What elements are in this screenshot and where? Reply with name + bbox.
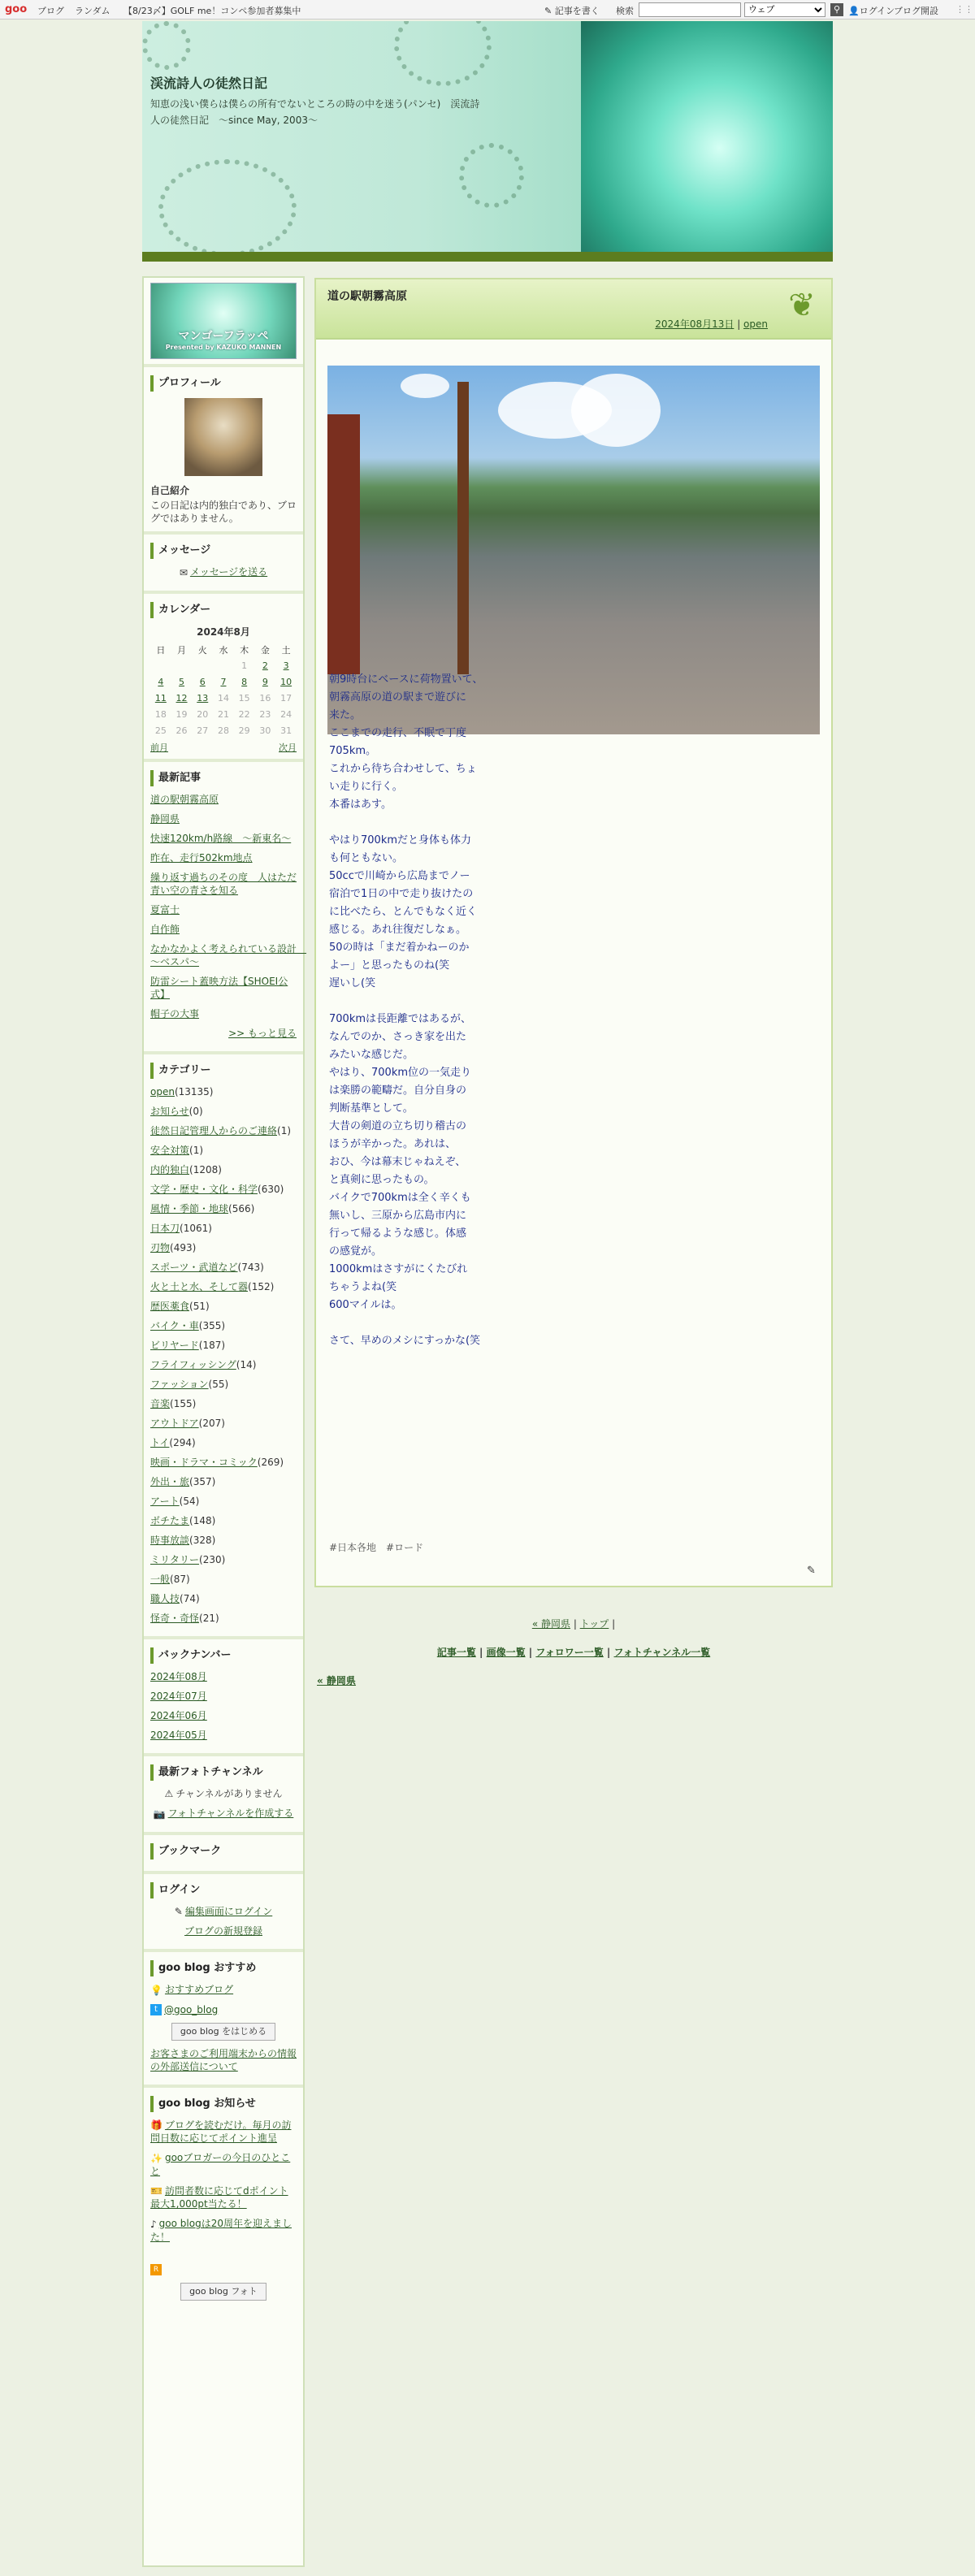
login-section bbox=[144, 1874, 303, 1953]
music-note-icon: ♪ bbox=[150, 2218, 157, 2230]
post-header bbox=[316, 279, 831, 340]
category-count: (269) bbox=[257, 1456, 284, 1468]
category-count: (743) bbox=[237, 1261, 264, 1273]
calendar-prev-month[interactable]: 前月 bbox=[150, 742, 168, 753]
category-item bbox=[150, 1241, 297, 1254]
flower-ornament-icon bbox=[459, 143, 524, 208]
calendar-day-link[interactable]: 12 bbox=[176, 693, 188, 704]
category-count: (230) bbox=[199, 1553, 226, 1565]
calendar-day: 31 bbox=[280, 725, 292, 736]
calendar-day-link[interactable]: 2 bbox=[262, 660, 268, 671]
category-item bbox=[150, 1222, 297, 1235]
post-body-line: おひ、今は幕末じゃねえぞ、 bbox=[329, 1156, 466, 1168]
prev-post-link[interactable]: « 静岡県 bbox=[531, 1618, 570, 1630]
post-title[interactable]: 道の駅朝霧高原 bbox=[327, 290, 407, 303]
post-body-line: 朝霧高原の道の駅まで遊びに bbox=[329, 691, 467, 704]
edit-login-link[interactable]: 編集画面にログイン bbox=[184, 1905, 273, 1917]
photo-channel-section bbox=[144, 1756, 303, 1835]
weekday-wed: 水 bbox=[219, 644, 228, 656]
message-heading: メッセージ bbox=[150, 543, 297, 559]
category-link[interactable]: トイ bbox=[150, 1436, 170, 1448]
categories-heading: カテゴリー bbox=[150, 1063, 297, 1079]
calendar-next-month[interactable]: 次月 bbox=[279, 742, 297, 753]
post-body-line: 705km。 bbox=[329, 745, 377, 757]
post-body-line: さて、早めのメシにすっかな(笑 bbox=[329, 1335, 481, 1347]
category-item bbox=[150, 1612, 297, 1625]
category-item bbox=[150, 1456, 297, 1469]
post-body-line: みたいな感じだ。 bbox=[329, 1049, 414, 1061]
post-body-line: い走りに行く。 bbox=[329, 781, 403, 793]
category-count: (0) bbox=[188, 1105, 203, 1117]
category-count: (152) bbox=[248, 1280, 275, 1292]
post-pager: « 静岡県 | トップ | bbox=[531, 1618, 616, 1630]
sparkle-icon: ✨ bbox=[150, 2152, 162, 2164]
self-intro-text: この日記は内的独白であり、ブログではありません。 bbox=[150, 500, 297, 524]
category-count: (54) bbox=[179, 1495, 200, 1507]
twitter-icon: t bbox=[150, 2004, 162, 2015]
news-link[interactable]: goo blogは20周年を迎えました！ bbox=[150, 2218, 292, 2243]
photo-channel-heading: 最新フォトチャンネル bbox=[150, 1764, 297, 1781]
calendar-day[interactable] bbox=[275, 658, 297, 674]
calendar-day-link[interactable]: 10 bbox=[280, 677, 292, 687]
ticket-icon: 🎫 bbox=[150, 2185, 162, 2197]
message-section bbox=[144, 535, 303, 594]
calendar-day[interactable] bbox=[255, 658, 276, 674]
calendar-day-link[interactable]: 8 bbox=[241, 677, 248, 687]
category-link[interactable]: 刃物 bbox=[150, 1241, 171, 1253]
post-body-line: 大昔の剣道の立ち切り稽古の bbox=[329, 1120, 467, 1132]
category-count: (1061) bbox=[180, 1222, 212, 1234]
recommend-heading: goo blog おすすめ bbox=[150, 1960, 297, 1976]
sign-pole bbox=[457, 382, 469, 674]
category-count: (493) bbox=[170, 1241, 197, 1253]
category-link[interactable]: ボチたま bbox=[150, 1514, 190, 1526]
flower-ornament-icon bbox=[158, 159, 297, 252]
post-body-line: 行って帰るような感じ。体感 bbox=[329, 1227, 467, 1240]
post-body-line: は楽勝の範疇だ。自分自身の bbox=[329, 1085, 467, 1097]
write-post-label: 記事を書く bbox=[554, 6, 600, 16]
image-list-link[interactable]: 画像一覧 bbox=[486, 1647, 526, 1658]
post-body-line: と真剣に思ったもの。 bbox=[329, 1174, 435, 1186]
category-item bbox=[150, 1144, 297, 1157]
user-icon: 👤 bbox=[848, 6, 860, 16]
recent-post-link[interactable]: 昨在、走行502km地点 bbox=[150, 851, 253, 864]
category-count: (87) bbox=[170, 1573, 190, 1585]
calendar-day: 17 bbox=[280, 693, 292, 704]
recent-post-link[interactable]: 道の駅朝霧高原 bbox=[150, 793, 219, 805]
bookmark-heading: ブックマーク bbox=[150, 1843, 297, 1859]
mail-icon: ✉ bbox=[179, 566, 188, 578]
category-link[interactable]: 日本刀 bbox=[150, 1222, 180, 1234]
sidebar-banner bbox=[144, 278, 303, 367]
category-item bbox=[150, 1261, 297, 1274]
login-label: ログイン bbox=[859, 6, 895, 16]
post-body-line: 700kmは長距離ではあるが、 bbox=[329, 1013, 472, 1025]
category-count: (328) bbox=[189, 1534, 216, 1546]
recent-post-link[interactable]: なかなかよく考えられている設計 ～ベスパ～ bbox=[150, 942, 307, 968]
category-item bbox=[150, 1475, 297, 1488]
post-body bbox=[329, 671, 500, 1350]
category-link[interactable]: ビリヤード bbox=[150, 1339, 199, 1351]
category-item bbox=[150, 1534, 297, 1547]
top-bar bbox=[0, 0, 975, 19]
category-count: (355) bbox=[198, 1319, 226, 1331]
blog-header bbox=[142, 21, 833, 252]
list-links: 記事一覧 | 画像一覧 | フォロワー一覧 | フォトチャンネル一覧 bbox=[436, 1647, 711, 1658]
category-link[interactable]: ファッション bbox=[150, 1378, 209, 1390]
post-body-line: 感じる。あれ往復だしなぁ。 bbox=[329, 924, 467, 936]
blog-title[interactable]: 渓流詩人の徒然日記 bbox=[150, 76, 268, 91]
category-count: (1208) bbox=[189, 1163, 222, 1175]
category-item bbox=[150, 1124, 297, 1137]
post-meta: 2024年08月13日 | open bbox=[655, 318, 768, 330]
topbar-promo-link[interactable]: 【8/23〆】GOLF me！コンペ参加者募集中 bbox=[124, 6, 301, 16]
category-count: (630) bbox=[258, 1183, 284, 1195]
post-body-line: ちゃうよね(笑 bbox=[329, 1281, 397, 1293]
calendar-table bbox=[150, 642, 297, 739]
calendar-day: 21 bbox=[217, 709, 229, 720]
recent-posts-heading: 最新記事 bbox=[150, 770, 297, 786]
category-link[interactable]: アート bbox=[150, 1495, 180, 1507]
news-heading: goo blog お知らせ bbox=[150, 2096, 297, 2112]
category-item bbox=[150, 1378, 297, 1391]
recent-posts-section bbox=[144, 762, 307, 1054]
category-item bbox=[150, 1339, 297, 1352]
post-body-line: これから待ち合わせして、ちょ bbox=[329, 763, 477, 775]
calendar-day-link[interactable]: 13 bbox=[197, 693, 209, 704]
recommend-section bbox=[144, 1952, 303, 2088]
category-item bbox=[150, 1202, 297, 1215]
category-item bbox=[150, 1397, 297, 1410]
post-body-line: 無いし、三原から広島市内に bbox=[329, 1210, 467, 1222]
post-tags[interactable]: #日本各地 #ロード bbox=[329, 1542, 424, 1553]
categories-section bbox=[144, 1054, 303, 1639]
category-item bbox=[150, 1300, 297, 1313]
category-count: (294) bbox=[169, 1436, 196, 1448]
profile-heading: プロフィール bbox=[150, 375, 297, 392]
category-count: (1) bbox=[189, 1144, 204, 1156]
edit-icon[interactable]: ✎ bbox=[807, 1565, 816, 1577]
category-item bbox=[150, 1514, 297, 1527]
weekday-fri: 金 bbox=[260, 644, 270, 656]
calendar-day-link[interactable]: 7 bbox=[220, 677, 227, 687]
bookmark-section bbox=[144, 1835, 303, 1874]
profile-section bbox=[144, 367, 303, 535]
calendar-heading: カレンダー bbox=[150, 602, 297, 618]
recent-post-link[interactable]: 自作飾 bbox=[150, 923, 180, 935]
cloud-shape bbox=[401, 374, 449, 398]
post-date-link[interactable]: 2024年08月13日 bbox=[655, 318, 734, 330]
flower-ornament-icon bbox=[142, 21, 191, 70]
building-pillar bbox=[327, 414, 360, 674]
calendar-day-link[interactable]: 11 bbox=[154, 693, 167, 704]
news-section bbox=[144, 2088, 303, 2312]
banner-caption: マンゴーフラッペ bbox=[178, 330, 269, 343]
calendar-day: 29 bbox=[238, 725, 250, 736]
calendar-day: 22 bbox=[238, 709, 250, 720]
rss-icon[interactable]: R bbox=[150, 2264, 162, 2275]
search-input[interactable] bbox=[639, 2, 741, 17]
recommended-blogs-link[interactable]: おすすめブログ bbox=[164, 1984, 234, 1995]
weekday-sat: 土 bbox=[281, 644, 291, 656]
avatar[interactable] bbox=[184, 398, 262, 476]
backnumber-section bbox=[144, 1639, 303, 1756]
category-link[interactable]: 風情・季節・地球 bbox=[150, 1202, 229, 1214]
flower-ornament-icon bbox=[394, 21, 492, 86]
post-body-line: に比べたら、とんでもなく近く bbox=[329, 906, 478, 918]
calendar-day: 14 bbox=[217, 693, 229, 704]
warning-icon: ⚠ bbox=[164, 1788, 174, 1799]
post-body-line: ここまでの走行、不眠で丁度 bbox=[329, 727, 467, 739]
calendar-day: 15 bbox=[238, 693, 250, 704]
post-body-line bbox=[329, 993, 500, 1011]
gift-icon: 🎁 bbox=[150, 2119, 162, 2131]
header-dessert-image bbox=[581, 21, 833, 252]
backnumber-heading: バックナンバー bbox=[150, 1647, 297, 1664]
calendar-day: 20 bbox=[197, 709, 209, 720]
category-item bbox=[150, 1085, 297, 1098]
category-link[interactable]: お知らせ bbox=[150, 1105, 189, 1117]
pencil-icon: ✎ bbox=[544, 6, 552, 16]
category-item bbox=[150, 1183, 297, 1196]
calendar-day: 26 bbox=[176, 725, 188, 736]
blog-description: 知恵の浅い僕らは僕らの所有でないところの時の中を迷う(パンセ) 渓流詩人の徒然日記 ～since May, 2003～ bbox=[150, 98, 480, 126]
post-body-line: ほうが辛かった。あれは、 bbox=[329, 1138, 457, 1150]
cloud-shape bbox=[571, 374, 661, 447]
category-link[interactable]: 外出・旅 bbox=[150, 1475, 190, 1487]
goo-logo[interactable]: goo bbox=[5, 3, 28, 15]
calendar-day: 18 bbox=[154, 709, 167, 720]
category-item bbox=[150, 1163, 297, 1176]
backnumber-link[interactable]: 2024年05月 bbox=[150, 1729, 207, 1741]
post-body-line: 50ccで川崎から広島までノー bbox=[329, 870, 470, 882]
calendar-day-link[interactable]: 5 bbox=[179, 677, 185, 687]
calendar-day: 27 bbox=[197, 725, 209, 736]
category-link[interactable]: 一般 bbox=[150, 1573, 171, 1585]
topbar-link-blog[interactable]: ブログ bbox=[37, 6, 64, 16]
more-posts-link[interactable]: >> もっと見る bbox=[228, 1027, 297, 1039]
category-count: (14) bbox=[236, 1358, 257, 1370]
calendar-day: 30 bbox=[259, 725, 271, 736]
topbar-link-random[interactable]: ランダム bbox=[75, 6, 110, 16]
category-item bbox=[150, 1553, 297, 1566]
recent-post-link[interactable]: 防雷シート蓋映方法【SHOEI公式】 bbox=[150, 975, 288, 1000]
search-icon[interactable]: ⚲ bbox=[830, 3, 843, 16]
category-link[interactable]: 職人技 bbox=[150, 1592, 180, 1604]
category-link[interactable]: 音楽 bbox=[150, 1397, 171, 1409]
post-body-line: も何ともない。 bbox=[329, 852, 404, 864]
category-item bbox=[150, 1319, 297, 1332]
post-body-line: 1000kmはさすがにくたびれ bbox=[329, 1263, 468, 1275]
news-link[interactable]: gooブロガーの今日のひとこと bbox=[150, 2152, 291, 2177]
prev-post-bottom-link[interactable]: « 静岡県 bbox=[317, 1675, 356, 1686]
calendar-section bbox=[144, 594, 303, 762]
category-item bbox=[150, 1417, 297, 1430]
category-item bbox=[150, 1573, 297, 1586]
category-link[interactable]: アウトドア bbox=[150, 1417, 199, 1429]
recent-post-link[interactable]: 帽子の大事 bbox=[150, 1007, 200, 1020]
category-count: (148) bbox=[189, 1514, 216, 1526]
category-item bbox=[150, 1495, 297, 1508]
category-link[interactable]: バイク・車 bbox=[150, 1319, 199, 1331]
follower-list-link[interactable]: フォロワー一覧 bbox=[535, 1647, 604, 1658]
post-category-link[interactable]: open bbox=[743, 318, 768, 330]
category-count: (566) bbox=[228, 1202, 255, 1214]
post-body-line: 600マイルは。 bbox=[329, 1299, 402, 1311]
header-divider bbox=[142, 252, 833, 262]
post-body-line: 遅いし(笑 bbox=[329, 977, 376, 989]
calendar-day: 28 bbox=[217, 725, 229, 736]
backnumber-link[interactable]: 2024年06月 bbox=[150, 1709, 207, 1721]
camera-icon: 📷 bbox=[153, 1808, 166, 1820]
self-intro-label: 自己紹介 bbox=[150, 485, 190, 496]
start-blog-button[interactable]: goo blog をはじめる bbox=[171, 2023, 275, 2041]
post-body-line: 50の時は「まだ着かねーのか bbox=[329, 942, 470, 954]
write-post-link[interactable] bbox=[544, 4, 600, 17]
calendar-day: 25 bbox=[154, 725, 167, 736]
recent-post-link[interactable]: 静岡県 bbox=[150, 812, 180, 825]
login-link[interactable] bbox=[848, 4, 895, 17]
category-link[interactable]: 文学・歴史・文化・科学 bbox=[150, 1183, 258, 1195]
post-body-line: バイクで700kmは全く辛くも bbox=[329, 1192, 471, 1204]
category-link[interactable]: 歴医薬食 bbox=[150, 1300, 190, 1312]
post-body-line bbox=[329, 814, 500, 832]
send-message-link[interactable]: メッセージを送る bbox=[189, 566, 268, 578]
banner-credit: Presented by KAZUKO MANNEN bbox=[165, 344, 282, 351]
category-item bbox=[150, 1436, 297, 1449]
category-link[interactable]: フライフィッシング bbox=[150, 1358, 236, 1370]
open-blog-link[interactable]: ブログ開設 bbox=[894, 6, 938, 16]
backnumber-link[interactable]: 2024年07月 bbox=[150, 1690, 207, 1702]
category-count: (187) bbox=[198, 1339, 226, 1351]
category-count: (51) bbox=[189, 1300, 210, 1312]
calendar-day-link[interactable]: 9 bbox=[262, 677, 268, 687]
category-count: (21) bbox=[199, 1612, 219, 1624]
twitter-link[interactable]: @goo_blog bbox=[164, 2003, 219, 2015]
category-link[interactable]: 時事放談 bbox=[150, 1534, 190, 1546]
category-count: (207) bbox=[198, 1417, 225, 1429]
banner-image bbox=[150, 283, 297, 359]
weekday-tue: 火 bbox=[197, 644, 207, 656]
recent-post-link[interactable]: 繰り返す過ちのその度 人はただ青い空の青さを知る bbox=[150, 871, 297, 896]
calendar-day-link[interactable]: 6 bbox=[199, 677, 206, 687]
search-label: 検索 bbox=[616, 6, 634, 16]
category-item bbox=[150, 1105, 297, 1118]
category-link[interactable]: スポーツ・武道など bbox=[150, 1261, 238, 1273]
calendar-day: 16 bbox=[259, 693, 271, 704]
category-link[interactable]: 安全対策 bbox=[150, 1144, 190, 1156]
calendar-day: 24 bbox=[280, 709, 292, 720]
weekday-sun: 日 bbox=[156, 644, 166, 656]
register-blog-link[interactable]: ブログの新規登録 bbox=[184, 1925, 262, 1937]
post-body-line: 宿泊で1日の中で走り抜けたの bbox=[329, 888, 474, 900]
calendar-month: 2024年8月 bbox=[197, 626, 250, 638]
category-count: (357) bbox=[189, 1475, 216, 1487]
post-body-line: 来た。 bbox=[329, 709, 362, 721]
category-count: (1) bbox=[277, 1124, 292, 1136]
category-link[interactable]: 火と土と水、そして器 bbox=[150, 1280, 249, 1292]
news-link[interactable]: ブログを読むだけ。毎月の訪問日数に応じてポイント進呈 bbox=[150, 2119, 292, 2144]
category-link[interactable]: open bbox=[150, 1085, 175, 1098]
sidebar bbox=[142, 276, 305, 2567]
category-link[interactable]: ミリタリー bbox=[150, 1553, 200, 1565]
create-channel-link[interactable]: フォトチャンネルを作成する bbox=[167, 1808, 294, 1819]
no-channel-text: チャンネルがありません bbox=[176, 1787, 283, 1799]
post-body-line: やはり700kmだと身体も体力 bbox=[329, 834, 472, 846]
category-count: (155) bbox=[170, 1397, 197, 1409]
post-body-line: よー」と思ったものね(笑 bbox=[329, 959, 450, 972]
search-scope-select[interactable] bbox=[744, 2, 826, 17]
category-count: (13135) bbox=[174, 1085, 214, 1098]
category-count: (74) bbox=[180, 1592, 200, 1604]
category-item bbox=[150, 1280, 297, 1293]
backnumber-link[interactable]: 2024年08月 bbox=[150, 1670, 207, 1682]
post-body-line: やはり、700km位の一気走り bbox=[329, 1067, 472, 1079]
calendar-day: 23 bbox=[259, 709, 271, 720]
post-body-line: 本番はあす。 bbox=[329, 799, 392, 811]
post-article bbox=[314, 278, 833, 1587]
post-body-line: なんでのか、さっき家を出た bbox=[329, 1031, 467, 1043]
pencil-icon: ✎ bbox=[174, 1906, 183, 1917]
top-link[interactable]: トップ bbox=[579, 1618, 609, 1630]
photo-channel-list-link[interactable]: フォトチャンネル一覧 bbox=[613, 1647, 711, 1658]
category-link[interactable]: 映画・ドラマ・コミック bbox=[150, 1456, 258, 1468]
post-body-line: 判断基準として。 bbox=[329, 1102, 414, 1115]
grid-menu-icon[interactable]: ⋮⋮ bbox=[956, 4, 973, 15]
calendar-day: 1 bbox=[241, 660, 248, 671]
calendar-day-link[interactable]: 3 bbox=[283, 660, 289, 671]
recent-post-link[interactable]: 夏富士 bbox=[150, 903, 180, 916]
post-body-line bbox=[329, 1314, 500, 1332]
weekday-thu: 木 bbox=[240, 644, 249, 656]
post-list-link[interactable]: 記事一覧 bbox=[436, 1647, 476, 1658]
category-item bbox=[150, 1358, 297, 1371]
category-link[interactable]: 徒然日記管理人からのご連絡 bbox=[150, 1124, 278, 1136]
news-link[interactable]: 訪問者数に応じてdポイント最大1,000pt当たる！ bbox=[150, 2184, 288, 2210]
lightbulb-icon: 💡 bbox=[150, 1984, 162, 1996]
category-count: (55) bbox=[208, 1378, 229, 1390]
post-body-line: の感覚が。 bbox=[329, 1245, 383, 1258]
calendar-day-link[interactable]: 4 bbox=[158, 677, 164, 687]
weekday-mon: 月 bbox=[177, 644, 187, 656]
recent-post-link[interactable]: 快速120km/h路線 ～新東名～ bbox=[150, 832, 292, 844]
category-item bbox=[150, 1592, 297, 1605]
category-link[interactable]: 内的独白 bbox=[150, 1163, 190, 1175]
post-body-line: 朝9時台にベースに荷物置いて、 bbox=[329, 673, 483, 686]
goo-blog-photo-button[interactable]: goo blog フォト bbox=[180, 2283, 266, 2301]
category-link[interactable]: 怪奇・奇怪 bbox=[150, 1612, 200, 1624]
login-heading: ログイン bbox=[150, 1882, 297, 1898]
leaf-decoration-icon: ❦ bbox=[788, 287, 816, 324]
calendar-day: 19 bbox=[176, 709, 188, 720]
external-transmission-link[interactable]: お客さまのご利用端末からの情報の外部送信について bbox=[150, 2047, 297, 2072]
